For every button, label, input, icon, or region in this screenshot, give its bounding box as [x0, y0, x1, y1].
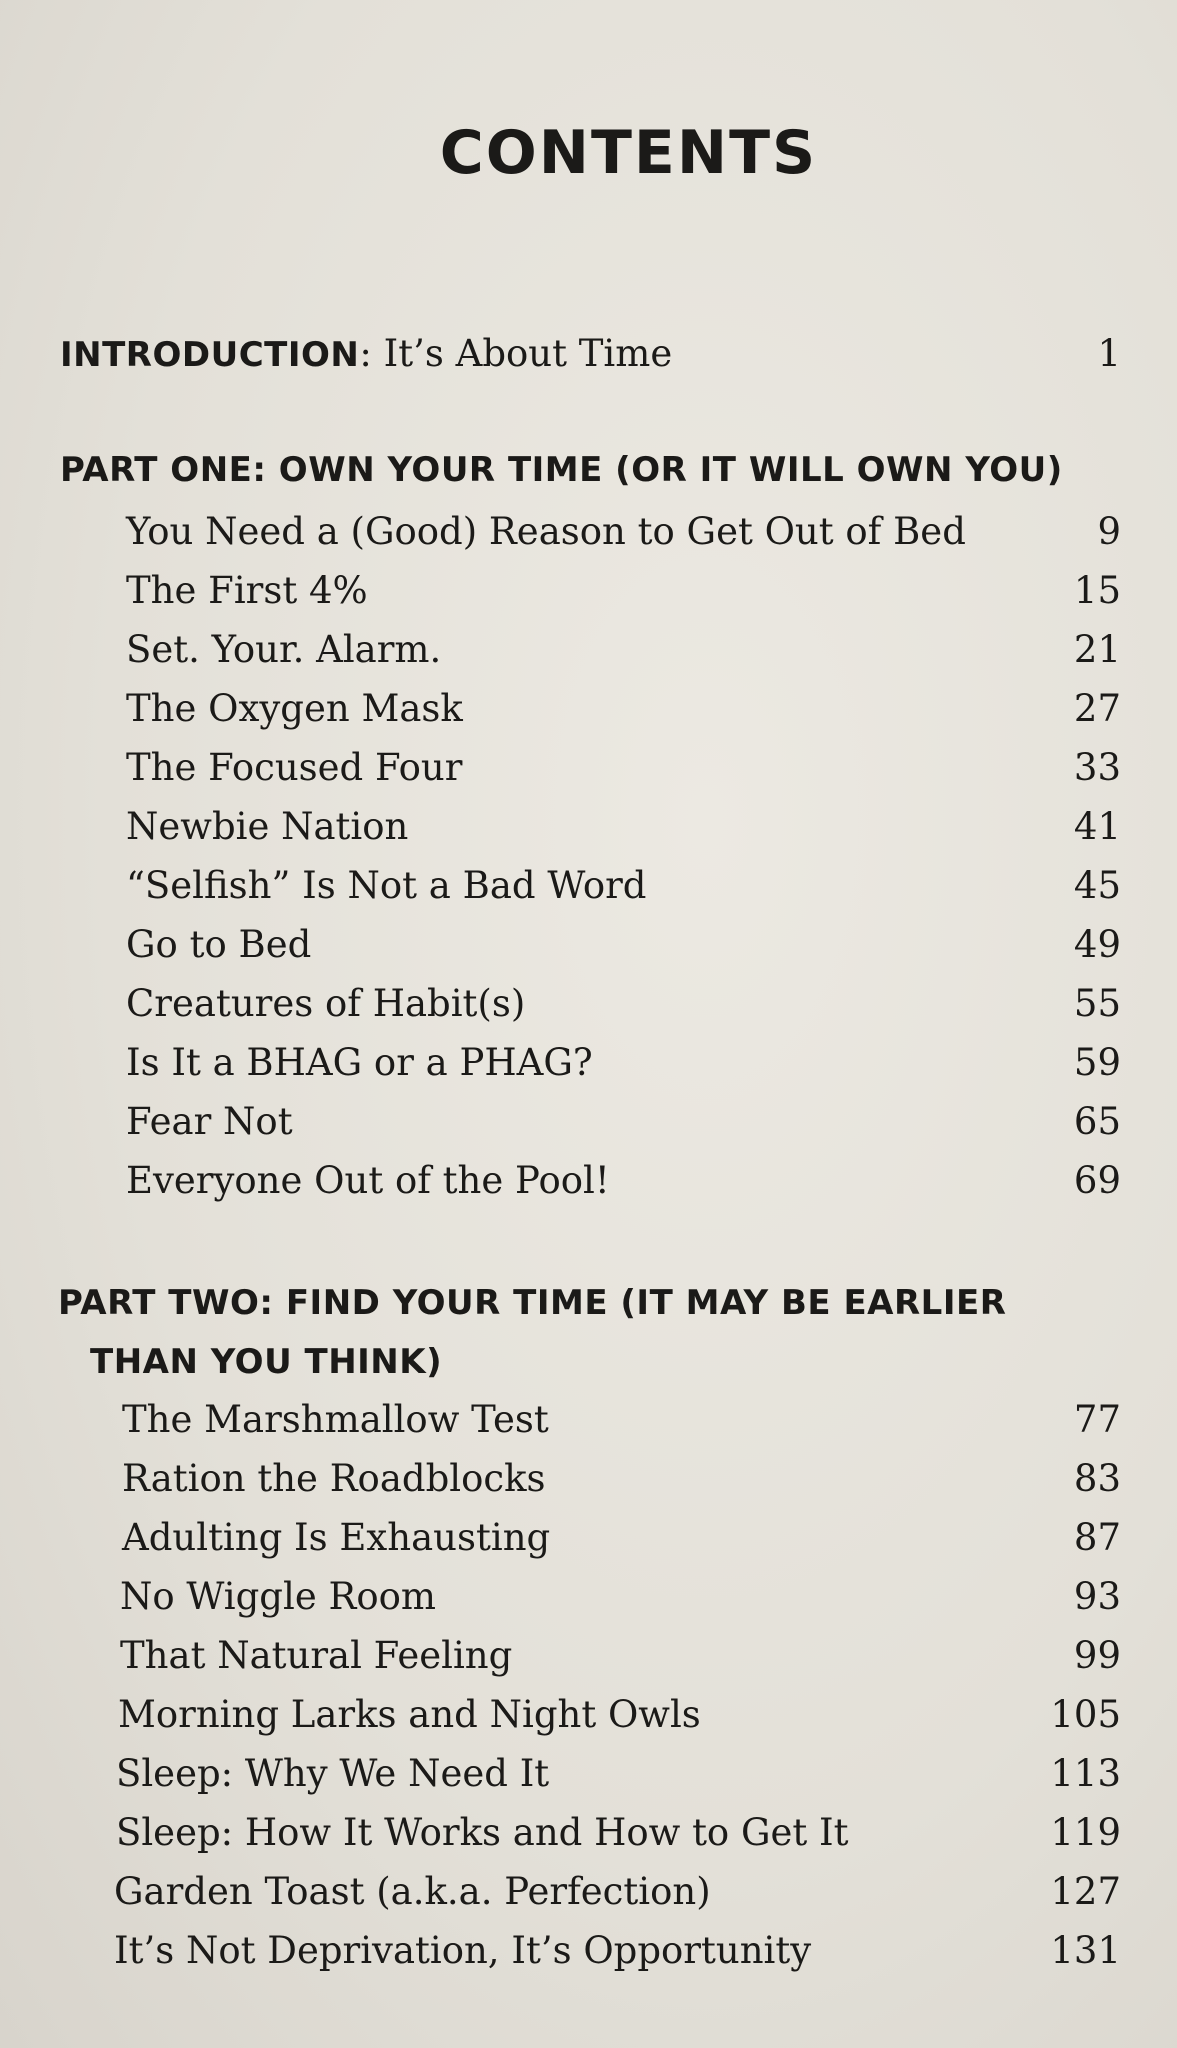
toc-entry-page: 33	[1073, 746, 1121, 789]
toc-entry	[0, 1516, 1177, 1564]
introduction-label: INTRODUCTION	[60, 335, 360, 375]
toc-entry-page: 9	[1097, 510, 1121, 553]
toc-entry	[0, 923, 1177, 971]
toc-entry	[0, 628, 1177, 676]
toc-entry-title: You Need a (Good) Reason to Get Out of Bed	[126, 510, 966, 553]
toc-entry	[0, 1457, 1177, 1505]
toc-entry-title: It’s Not Deprivation, It’s Opportunity	[114, 1929, 812, 1972]
toc-entry-page: 21	[1073, 628, 1121, 671]
toc-entry-page: 127	[1050, 1870, 1121, 1913]
toc-entry-page: 119	[1050, 1811, 1121, 1854]
toc-entry-page: 27	[1073, 687, 1121, 730]
toc-entry-title: The Oxygen Mask	[126, 687, 463, 730]
toc-entry-page: 113	[1050, 1752, 1121, 1795]
toc-entry-title: Is It a BHAG or a PHAG?	[126, 1041, 593, 1084]
toc-entry	[0, 569, 1177, 617]
toc-entry-page: 45	[1073, 864, 1121, 907]
toc-entry-page: 105	[1050, 1693, 1121, 1736]
toc-entry	[0, 982, 1177, 1030]
toc-entry-title: Newbie Nation	[126, 805, 409, 848]
introduction-page-number: 1	[1097, 332, 1121, 375]
toc-entry-page: 93	[1073, 1575, 1121, 1618]
toc-entry-title: That Natural Feeling	[120, 1634, 513, 1677]
introduction-entry	[60, 332, 672, 375]
part-one-heading: PART ONE: OWN YOUR TIME (OR IT WILL OWN YOU)	[60, 450, 1063, 490]
toc-entry	[0, 1870, 1177, 1918]
toc-entry-page: 69	[1073, 1159, 1121, 1202]
toc-entry	[0, 1752, 1177, 1800]
toc-entry-title: Go to Bed	[126, 923, 312, 966]
toc-entry-title: Fear Not	[126, 1100, 293, 1143]
toc-entry	[0, 687, 1177, 735]
toc-entry	[0, 1041, 1177, 1089]
toc-entry	[0, 1100, 1177, 1148]
toc-entry-page: 77	[1073, 1398, 1121, 1441]
toc-entry	[0, 1811, 1177, 1859]
introduction-row	[0, 330, 1177, 378]
toc-entry	[0, 746, 1177, 794]
toc-entry-title: Sleep: How It Works and How to Get It	[116, 1811, 849, 1854]
toc-entry	[0, 1929, 1177, 1977]
toc-entry-title: Sleep: Why We Need It	[116, 1752, 550, 1795]
page-title: CONTENTS	[439, 118, 818, 188]
toc-entry-page: 131	[1050, 1929, 1121, 1972]
toc-entry-title: Garden Toast (a.k.a. Perfection)	[114, 1870, 711, 1913]
toc-entry	[0, 805, 1177, 853]
toc-entry-page: 87	[1073, 1516, 1121, 1559]
toc-entry-page: 49	[1073, 923, 1121, 966]
toc-entry-title: No Wiggle Room	[120, 1575, 436, 1618]
toc-entry-title: “Selfish” Is Not a Bad Word	[126, 864, 647, 907]
toc-entry	[0, 1693, 1177, 1741]
part-two-heading-line1: PART TWO: FIND YOUR TIME (IT MAY BE EARLIER	[58, 1283, 1007, 1323]
part-two-heading-line2: THAN YOU THINK)	[90, 1342, 443, 1382]
toc-entry-page: 83	[1073, 1457, 1121, 1500]
toc-entry	[0, 1159, 1177, 1207]
toc-entry-title: Set. Your. Alarm.	[126, 628, 442, 671]
introduction-title: : It’s About Time	[359, 332, 673, 375]
toc-entry	[0, 864, 1177, 912]
toc-entry-page: 59	[1073, 1041, 1121, 1084]
toc-entry-title: The Focused Four	[126, 746, 463, 789]
toc-entry-title: Morning Larks and Night Owls	[118, 1693, 701, 1736]
toc-entry-title: The Marshmallow Test	[122, 1398, 549, 1441]
toc-entry-title: Ration the Roadblocks	[122, 1457, 546, 1500]
toc-entry-page: 99	[1073, 1634, 1121, 1677]
toc-entry-title: The First 4%	[126, 569, 368, 612]
toc-entry	[0, 1575, 1177, 1623]
toc-entry	[0, 510, 1177, 558]
toc-entry-page: 41	[1073, 805, 1121, 848]
toc-entry	[0, 1634, 1177, 1682]
toc-entry-page: 55	[1073, 982, 1121, 1025]
toc-entry-page: 65	[1073, 1100, 1121, 1143]
toc-entry-title: Adulting Is Exhausting	[122, 1516, 551, 1559]
toc-entry-title: Everyone Out of the Pool!	[126, 1159, 610, 1202]
toc-entry-title: Creatures of Habit(s)	[126, 982, 526, 1025]
toc-entry-page: 15	[1073, 569, 1121, 612]
toc-entry	[0, 1398, 1177, 1446]
